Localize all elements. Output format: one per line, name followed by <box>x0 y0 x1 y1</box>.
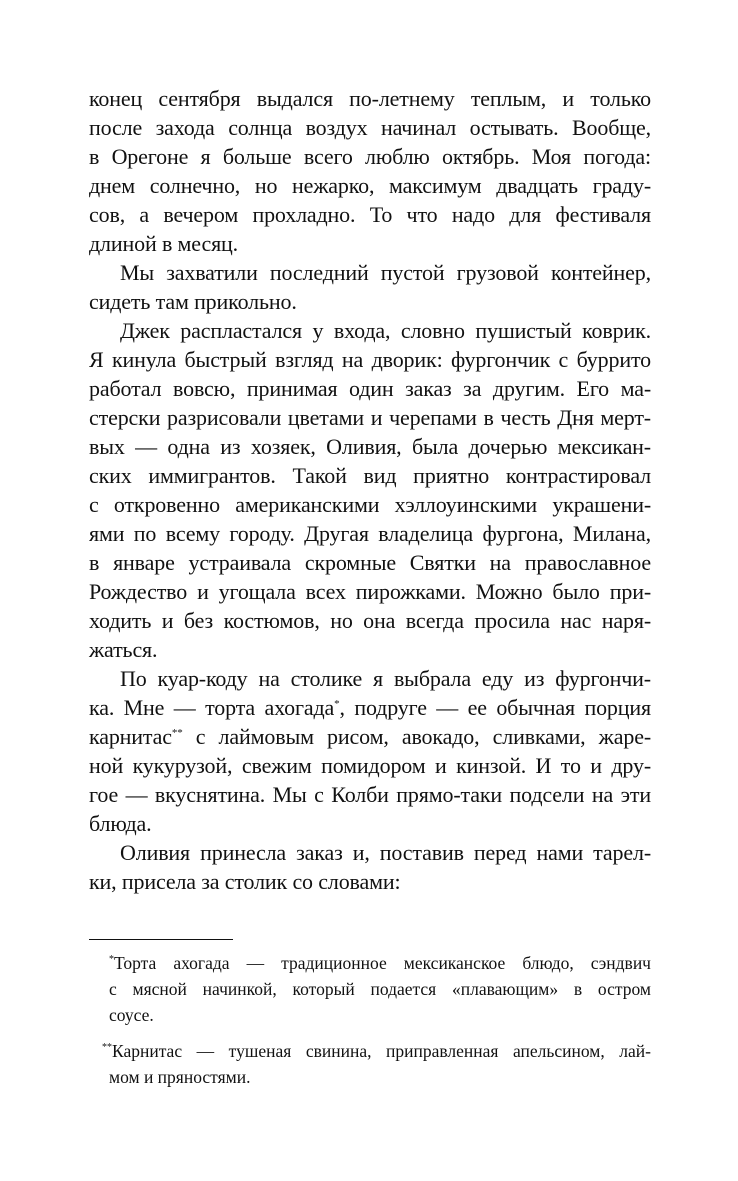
text-line: жаться. <box>89 637 158 662</box>
paragraph-3 <box>89 316 651 664</box>
text-line: работал вовсю, принимая один заказ за другим. Его ма- <box>89 376 651 401</box>
text-line: Джек распластался у входа, словно пушистый коврик. <box>120 318 651 343</box>
text-line: ной кукурузой, свежим помидором и кинзой. И то и дру- <box>89 753 651 778</box>
text-line: Рождество и угощала всех пирожками. Можно было при- <box>89 579 651 604</box>
footnote-text: Торта ахогада — традиционное мексиканское блюдо, сэндвич <box>114 953 651 973</box>
text-line: ки, присела за столик со словами: <box>89 869 401 894</box>
text-line: вых — одна из хозяек, Оливия, была дочерью мексикан- <box>89 434 651 459</box>
text-line: Оливия принесла заказ и, поставив перед нами тарел- <box>120 840 651 865</box>
text-line: гое — вкуснятина. Мы с Колби прямо-таки подсели на эти <box>89 782 651 807</box>
footnote-line <box>109 950 651 976</box>
text-line: ями по всему городу. Другая владелица фургона, Милана, <box>89 521 651 546</box>
text-line: после захода солнца воздух начинал остывать. Вообще, <box>89 115 651 140</box>
footnote-2 <box>102 1038 651 1090</box>
text-line: в январе устраивала скромные Святки на православное <box>89 550 651 575</box>
text-line: Я кинула быстрый взгляд на дворик: фургончик с буррито <box>89 347 651 372</box>
text-line: Мы захватили последний пустой грузовой контейнер, <box>120 260 651 285</box>
text-line: По куар-коду на столике я выбрала еду из фургончи- <box>120 666 651 691</box>
body-text <box>89 84 651 896</box>
footnote-ref: ** <box>171 727 183 739</box>
text-line: ских иммигрантов. Такой вид приятно контрастировал <box>89 463 651 488</box>
text-line: с откровенно американскими хэллоуинскими украшени- <box>89 492 651 517</box>
paragraph-4 <box>89 664 651 838</box>
footnote-1 <box>109 950 651 1028</box>
text-line: блюда. <box>89 811 152 836</box>
footnote-mark: ** <box>102 1042 112 1053</box>
footnote-line: соусе. <box>109 1005 154 1025</box>
footnote-line <box>102 1038 651 1064</box>
footnotes <box>102 950 651 1100</box>
text-line: длиной в месяц. <box>89 231 239 256</box>
text-line: конец сентября выдался по-летнему теплым, и только <box>89 86 651 111</box>
text-line-with-footnote-ref: карнитас** с лаймовым рисом, авокадо, сливками, жаре- <box>89 724 651 749</box>
footnote-line: с мясной начинкой, который подается «плавающим» в остром <box>109 979 651 999</box>
text-line: сидеть там прикольно. <box>89 289 297 314</box>
text-line: в Орегоне я больше всего люблю октябрь. Моя погода: <box>89 144 651 169</box>
text-line-with-footnote-ref: ка. Мне — торта ахогада*, подруге — ее обычная порция <box>89 695 651 720</box>
footnote-divider <box>89 939 233 940</box>
text-line: днем солнечно, но нежарко, максимум двадцать граду- <box>89 173 651 198</box>
footnote-text: Карнитас — тушеная свинина, приправленная апельсином, лай- <box>112 1041 651 1061</box>
footnote-mark: * <box>109 954 114 965</box>
text-line: ходить и без костюмов, но она всегда просила нас наря- <box>89 608 651 633</box>
paragraph-2 <box>89 258 651 316</box>
text-line: стерски разрисовали цветами и черепами в честь Дня мерт- <box>89 405 651 430</box>
footnote-line: мом и пряностями. <box>109 1067 251 1087</box>
paragraph-5 <box>89 838 651 896</box>
footnote-ref: * <box>334 698 340 710</box>
paragraph-1 <box>89 84 651 258</box>
text-line: сов, а вечером прохладно. То что надо для фестиваля <box>89 202 651 227</box>
